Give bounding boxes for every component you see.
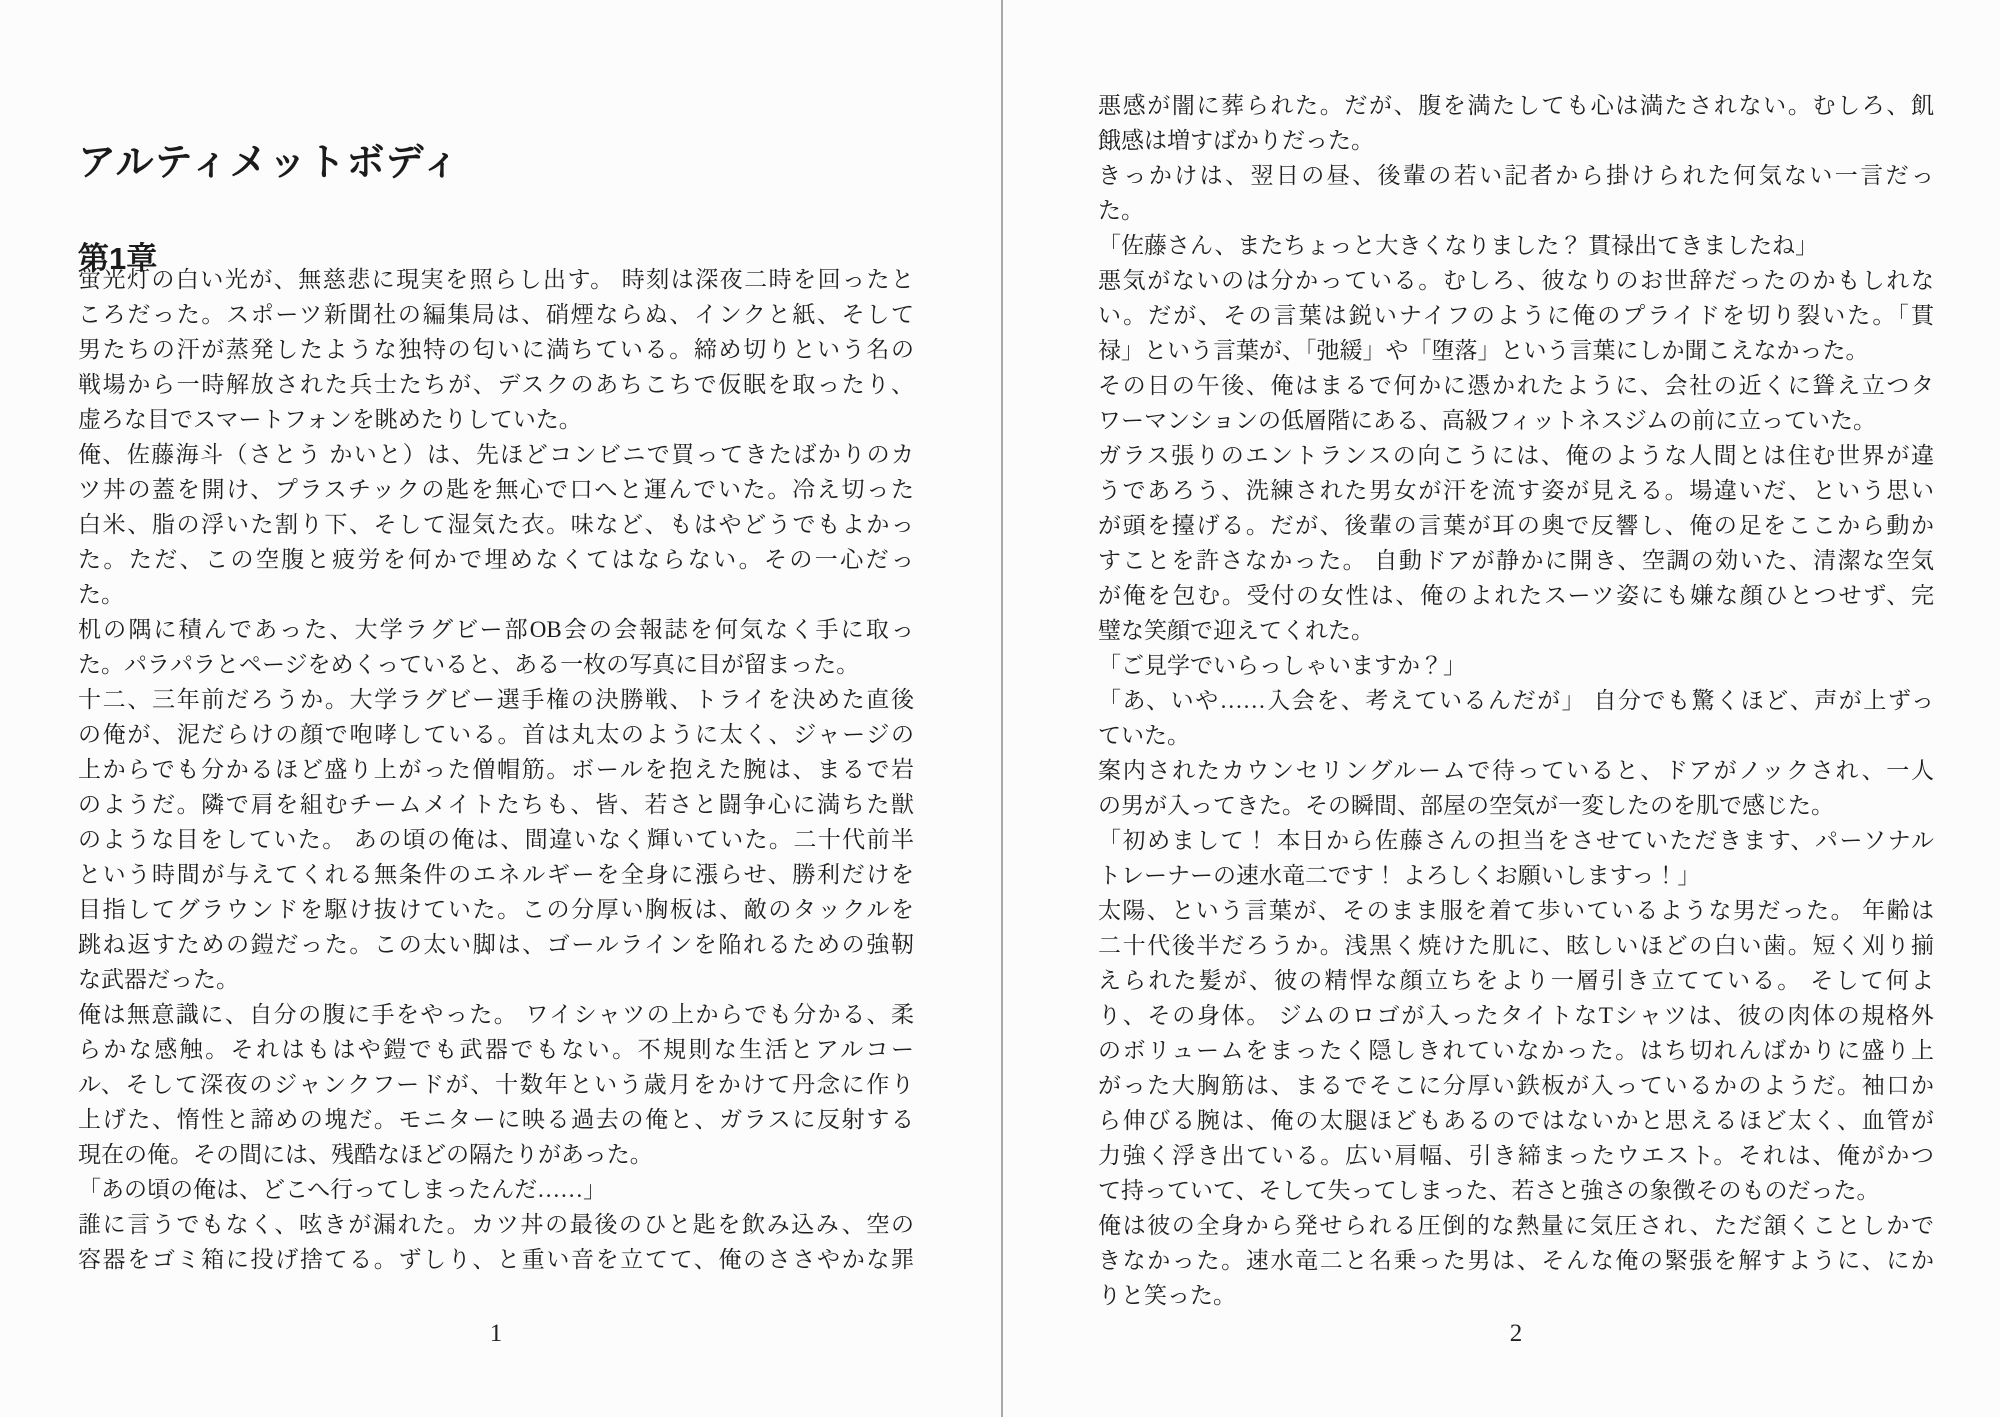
text-line: 上からでも分かるほど盛り上がった僧帽筋。ボールを抱えた腕は、まるで岩 (78, 757, 914, 782)
text-line: きっかけは、翌日の昼、後輩の若い記者から掛けられた何気ない一言だっ (1098, 163, 1934, 188)
text-line: な武器だった。 (78, 967, 239, 992)
text-line: 「ご見学でいらっしゃいますか？」 (1098, 653, 1466, 678)
text-line: 俺は無意識に、自分の腹に手をやった。 ワイシャツの上からでも分かる、柔 (78, 1002, 914, 1027)
text-line: 「あの頃の俺は、どこへ行ってしまったんだ……」 (78, 1177, 607, 1202)
text-line: の男が入ってきた。その瞬間、部屋の空気が一変したのを肌で感じた。 (1098, 793, 1834, 818)
text-line: えられた髪が、彼の精悍な顔立ちをより一層引き立てている。 そして何よ (1098, 968, 1934, 993)
chapter-heading: 第1章 (78, 240, 158, 276)
page-1-body (78, 262, 914, 1277)
text-line: の俺が、泥だらけの顔で咆哮している。首は丸太のように太く、ジャージの (78, 722, 914, 747)
text-line: 白米、脂の浮いた割り下、そして湿気た衣。味など、もはやどうでもよかっ (78, 512, 914, 537)
text-line: りと笑った。 (1098, 1283, 1236, 1308)
text-line: た。 (1098, 198, 1144, 223)
text-line: 俺、佐藤海斗（さとう かいと）は、先ほどコンビニで買ってきたばかりのカ (78, 442, 914, 467)
text-line: 机の隅に積んであった、大学ラグビー部OB会の会報誌を何気なく手に取っ (78, 617, 914, 642)
text-line: 誰に言うでもなく、呟きが漏れた。カツ丼の最後のひと匙を飲み込み、空の (78, 1212, 914, 1237)
text-line: が頭を擡げる。だが、後輩の言葉が耳の奥で反響し、俺の足をここから動か (1098, 513, 1934, 538)
text-line: ころだった。スポーツ新聞社の編集局は、硝煙ならぬ、インクと紙、そして (78, 302, 914, 327)
text-line: て持っていて、そして失ってしまった、若さと強さの象徴そのものだった。 (1098, 1178, 1880, 1203)
text-line: り、その身体。 ジムのロゴが入ったタイトなTシャツは、彼の肉体の規格外 (1098, 1003, 1934, 1028)
text-line: という時間が与えてくれる無条件のエネルギーを全身に漲らせ、勝利だけを (78, 862, 914, 887)
text-line: すことを許さなかった。 自動ドアが静かに開き、空調の効いた、清潔な空気 (1098, 548, 1934, 573)
text-line: ガラス張りのエントランスの向こうには、俺のような人間とは住む世界が違 (1098, 443, 1934, 468)
text-line: うであろう、洗練された男女が汗を流す姿が見える。場違いだ、という思い (1098, 478, 1934, 503)
text-line: 戦場から一時解放された兵士たちが、デスクのあちこちで仮眠を取ったり、 (78, 372, 914, 397)
page-number-1: 1 (489, 1320, 503, 1347)
text-line: 現在の俺。その間には、残酷なほどの隔たりがあった。 (78, 1142, 653, 1167)
text-line: トレーナーの速水竜二です！ よろしくお願いしますっ！」 (1098, 863, 1701, 888)
text-line: ら伸びる腕は、俺の太腿ほどもあるのではないかと思えるほど太く、血管が (1098, 1108, 1934, 1133)
text-line: 男たちの汗が蒸発したような独特の匂いに満ちている。締め切りという名の (78, 337, 914, 362)
text-line: 蛍光灯の白い光が、無慈悲に現実を照らし出す。 時刻は深夜二時を回ったと (78, 267, 914, 292)
text-line: 案内されたカウンセリングルームで待っていると、ドアがノックされ、一人 (1098, 758, 1934, 783)
text-line: 目指してグラウンドを駆け抜けていた。この分厚い胸板は、敵のタックルを (78, 897, 914, 922)
text-line: 二十代後半だろうか。浅黒く焼けた肌に、眩しいほどの白い歯。短く刈り揃 (1098, 933, 1934, 958)
text-line: ル、そして深夜のジャンクフードが、十数年という歳月をかけて丹念に作り (78, 1072, 914, 1097)
text-line: 太陽、という言葉が、そのまま服を着て歩いているような男だった。 年齢は (1098, 898, 1935, 923)
text-line: 十二、三年前だろうか。大学ラグビー選手権の決勝戦、トライを決めた直後 (78, 687, 914, 712)
text-line: その日の午後、俺はまるで何かに憑かれたように、会社の近くに聳え立つタ (1098, 373, 1934, 398)
text-line: 「あ、いや……入会を、考えているんだが」 自分でも驚くほど、声が上ずっ (1098, 688, 1934, 713)
text-line: た。ただ、この空腹と疲労を何かで埋めなくてはならない。その一心だっ (78, 547, 914, 572)
text-line: 跳ね返すための鎧だった。この太い脚は、ゴールラインを陥れるための強靭 (78, 932, 914, 957)
book-title: アルティメットボディ (78, 142, 461, 185)
page-number-2: 2 (1509, 1320, 1523, 1347)
text-line: らかな感触。それはもはや鎧でも武器でもない。不規則な生活とアルコー (78, 1037, 914, 1062)
text-line: 悪気がないのは分かっている。むしろ、彼なりのお世辞だったのかもしれな (1098, 268, 1934, 293)
text-line: 「佐藤さん、またちょっと大きくなりました？ 貫禄出てきましたね」 (1098, 233, 1819, 258)
text-line: のボリュームをまったく隠しきれていなかった。はち切れんばかりに盛り上 (1098, 1038, 1934, 1063)
text-line: がった大胸筋は、まるでそこに分厚い鉄板が入っているかのようだ。袖口か (1098, 1073, 1934, 1098)
text-line: ワーマンションの低層階にある、高級フィットネスジムの前に立っていた。 (1098, 408, 1876, 433)
text-line: 禄」という言葉が、「弛緩」や「堕落」という言葉にしか聞こえなかった。 (1098, 338, 1869, 363)
text-line: 容器をゴミ箱に投げ捨てる。ずしり、と重い音を立てて、俺のささやかな罪 (78, 1247, 914, 1272)
page-divider (1001, 0, 1003, 1417)
text-line: た。 (78, 582, 124, 607)
text-line: 餓感は増すばかりだった。 (1098, 128, 1374, 153)
text-line: た。パラパラとページをめくっていると、ある一枚の写真に目が留まった。 (78, 652, 860, 677)
text-line: ていた。 (1098, 723, 1190, 748)
text-line: 虚ろな目でスマートフォンを眺めたりしていた。 (78, 407, 582, 432)
text-line: のようだ。隣で肩を組むチームメイトたちも、皆、若さと闘争心に満ちた獣 (78, 792, 914, 817)
text-line: 上げた、惰性と諦めの塊だ。モニターに映る過去の俺と、ガラスに反射する (78, 1107, 914, 1132)
text-line: のような目をしていた。 あの頃の俺は、間違いなく輝いていた。二十代前半 (78, 827, 914, 852)
text-line: 「初めまして！ 本日から佐藤さんの担当をさせていただきます、パーソナル (1098, 828, 1934, 853)
text-line: ツ丼の蓋を開け、プラスチックの匙を無心で口へと運んでいた。冷え切った (78, 477, 914, 502)
text-line: い。だが、その言葉は鋭いナイフのように俺のプライドを切り裂いた。「貫 (1098, 303, 1934, 328)
text-line: が俺を包む。受付の女性は、俺のよれたスーツ姿にも嫌な顔ひとつせず、完 (1098, 583, 1934, 608)
text-line: 俺は彼の全身から発せられる圧倒的な熱量に気圧され、ただ頷くことしかで (1098, 1213, 1934, 1238)
text-line: きなかった。速水竜二と名乗った男は、そんな俺の緊張を解すように、にか (1098, 1248, 1934, 1273)
text-line: 力強く浮き出ている。広い肩幅、引き締まったウエスト。それは、俺がかつ (1098, 1143, 1934, 1168)
text-line: 璧な笑顔で迎えてくれた。 (1098, 618, 1374, 643)
text-line: 悪感が闇に葬られた。だが、腹を満たしても心は満たされない。むしろ、飢 (1098, 93, 1934, 118)
page-2-body (1098, 88, 1934, 1313)
